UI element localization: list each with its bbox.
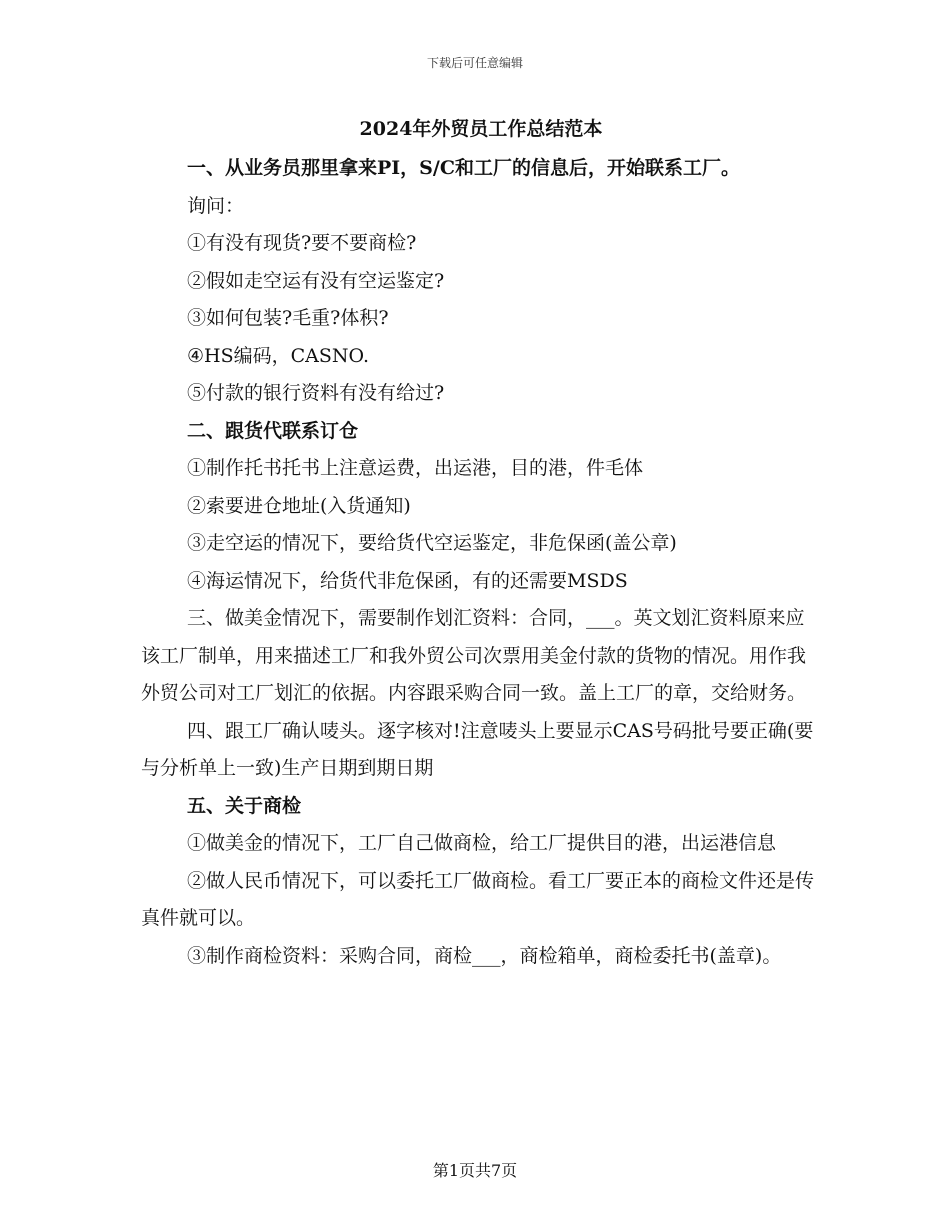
section-2-item: ④海运情况下，给货代非危保函，有的还需要MSDS	[187, 569, 628, 592]
section-4-paragraph: 四、跟工厂确认唛头。逐字核对!注意唛头上要显示CAS号码批号要正确(要与分析单上一致)生产日期到期日期	[141, 719, 814, 779]
section-5-item: ①做美金的情况下，工厂自己做商检，给工厂提供目的港，出运港信息	[187, 832, 777, 854]
section-1-item: ⑤付款的银行资料有没有给过?	[187, 382, 445, 404]
section-1-item: ①有没有现货?要不要商检?	[187, 232, 417, 254]
section-1-heading: 一、从业务员那里拿来PI，S/C和工厂的信息后，开始联系工厂。	[187, 157, 740, 179]
page-footer: 第1页共7页	[432, 1161, 518, 1180]
section-5-heading: 五、关于商检	[187, 794, 302, 817]
section-3-paragraph: 三、做美金情况下，需要制作划汇资料：合同，___。英文划汇资料原来应该工厂制单，用来描述工厂和我外贸公司次票用美金付款的货物的情况。用作我外贸公司对工厂划汇的依据。内容跟采购合同一致。盖上工厂的章，交给财务。	[141, 607, 807, 704]
section-1-intro: 询问：	[187, 194, 245, 217]
section-2-item: ②索要进仓地址(入货通知)	[187, 494, 411, 517]
section-2-item: ③走空运的情况下，要给货代空运鉴定，非危保函(盖公章)	[187, 532, 677, 554]
section-1-item: ④HS编码，CASNO.	[187, 344, 370, 367]
page-header: 下载后可任意编辑	[426, 56, 523, 70]
section-1-item: ③如何包装?毛重?体积?	[187, 307, 389, 329]
section-1-item: ②假如走空运有没有空运鉴定?	[187, 269, 445, 292]
section-5-item: ②做人民币情况下，可以委托工厂做商检。看工厂要正本的商检文件还是传真件就可以。	[141, 869, 815, 929]
document-body	[141, 112, 821, 975]
section-2-item: ①制作托书托书上注意运费，出运港，目的港，件毛体	[187, 457, 644, 479]
section-5-item: ③制作商检资料：采购合同，商检___，商检箱单，商检委托书(盖章)。	[187, 944, 782, 967]
document-title: 2024年外贸员工作总结范本	[359, 118, 603, 140]
section-2-heading: 二、跟货代联系订仓	[187, 419, 359, 442]
